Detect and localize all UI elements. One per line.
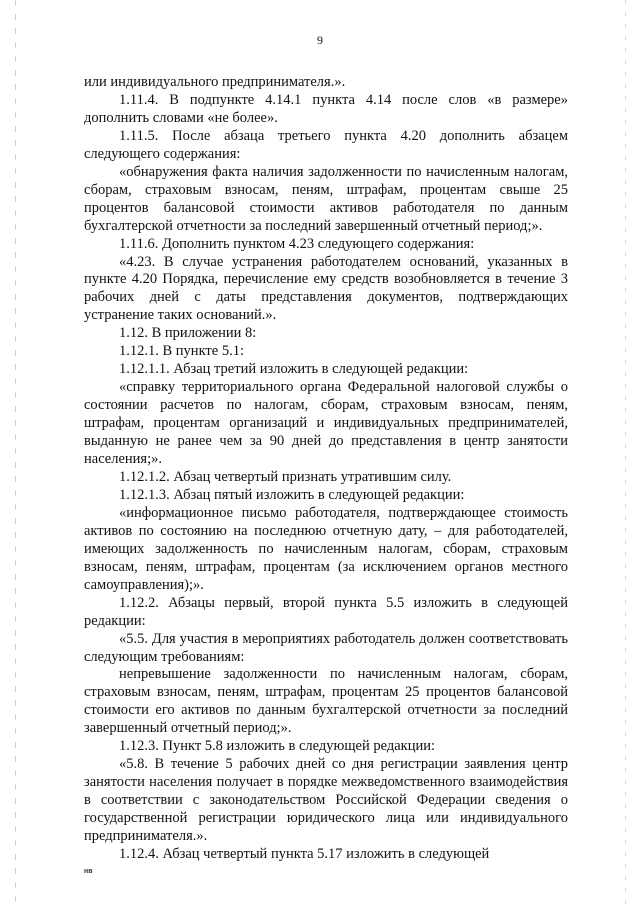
scan-edge-right [625, 0, 626, 905]
paragraph: «4.23. В случае устранения работодателем оснований, указанных в пункте 4.20 Порядка, перечисление ему средств возобновляется в течение 3 рабочих дней с даты представления документов, подтверждающих устранение таких оснований.». [84, 253, 568, 324]
document-body [84, 74, 568, 864]
scan-edge-left [15, 0, 16, 905]
paragraph: «5.5. Для участия в мероприятиях работодатель должен соответствовать следующим требованиям: [84, 630, 568, 665]
paragraph: «5.8. В течение 5 рабочих дней со дня регистрации заявления центр занятости населения получает в порядке межведомственного взаимодействия в соответствии с законодательством Российской Федерации сведения о государственной регистрации юридического лица или индивидуального предпринимателя.». [84, 756, 568, 845]
paragraph: 1.11.4. В подпункте 4.14.1 пункта 4.14 после слов «в размере» дополнить словами «не более». [84, 91, 568, 126]
paragraph: 1.12.1.3. Абзац пятый изложить в следующей редакции: [119, 486, 465, 503]
paragraph: 1.12.1. В пункте 5.1: [119, 343, 244, 360]
paragraph: 1.12.2. Абзацы первый, второй пункта 5.5 изложить в следующей редакции: [84, 594, 568, 629]
paragraph: «справку территориального органа Федеральной налоговой службы о состоянии расчетов по налогам, сборам, страховым взносам, пеням, штрафам, процентам организаций и индивидуальных предпринимателей, выданную не ранее чем за 90 дней до представления в центр занятости населения;». [84, 379, 568, 468]
paragraph: или индивидуального предпринимателя.». [84, 74, 346, 90]
paragraph: 1.12. В приложении 8: [119, 325, 257, 342]
page-number: 9 [317, 33, 323, 47]
paragraph: 1.11.6. Дополнить пунктом 4.23 следующего содержания: [119, 235, 475, 252]
paragraph: 1.11.5. После абзаца третьего пункта 4.20 дополнить абзацем следующего содержания: [84, 127, 568, 162]
paragraph: 1.12.4. Абзац четвертый пункта 5.17 изложить в следующей [119, 845, 490, 862]
footer-mark: нв [84, 868, 93, 875]
paragraph: 1.12.3. Пункт 5.8 изложить в следующей редакции: [119, 738, 436, 755]
paragraph: «информационное письмо работодателя, подтверждающее стоимость активов по состоянию на последнюю отчетную дату, – для работодателей, имеющих задолженность по начисленным налогам, сборам, страховым взносам, пеням, штрафам, процентам (за исключением органов местного самоуправления);». [84, 504, 568, 593]
paragraph: 1.12.1.1. Абзац третий изложить в следующей редакции: [119, 361, 469, 378]
paragraph: непревышение задолженности по начисленным налогам, сборам, страховым взносам, пеням, штрафам, процентам 25 процентов балансовой стоимости его активов по данным бухгалтерской отчетности за последний завершенный отчетный период;». [84, 666, 568, 737]
paragraph: «обнаружения факта наличия задолженности по начисленным налогам, сборам, страховым взносам, пеням, штрафам, процентам свыше 25 процентов балансовой стоимости активов работодателя по данным бухгалтерской отчетности за последний завершенный отчетный период;». [84, 163, 568, 234]
paragraph: 1.12.1.2. Абзац четвертый признать утратившим силу. [119, 468, 452, 485]
